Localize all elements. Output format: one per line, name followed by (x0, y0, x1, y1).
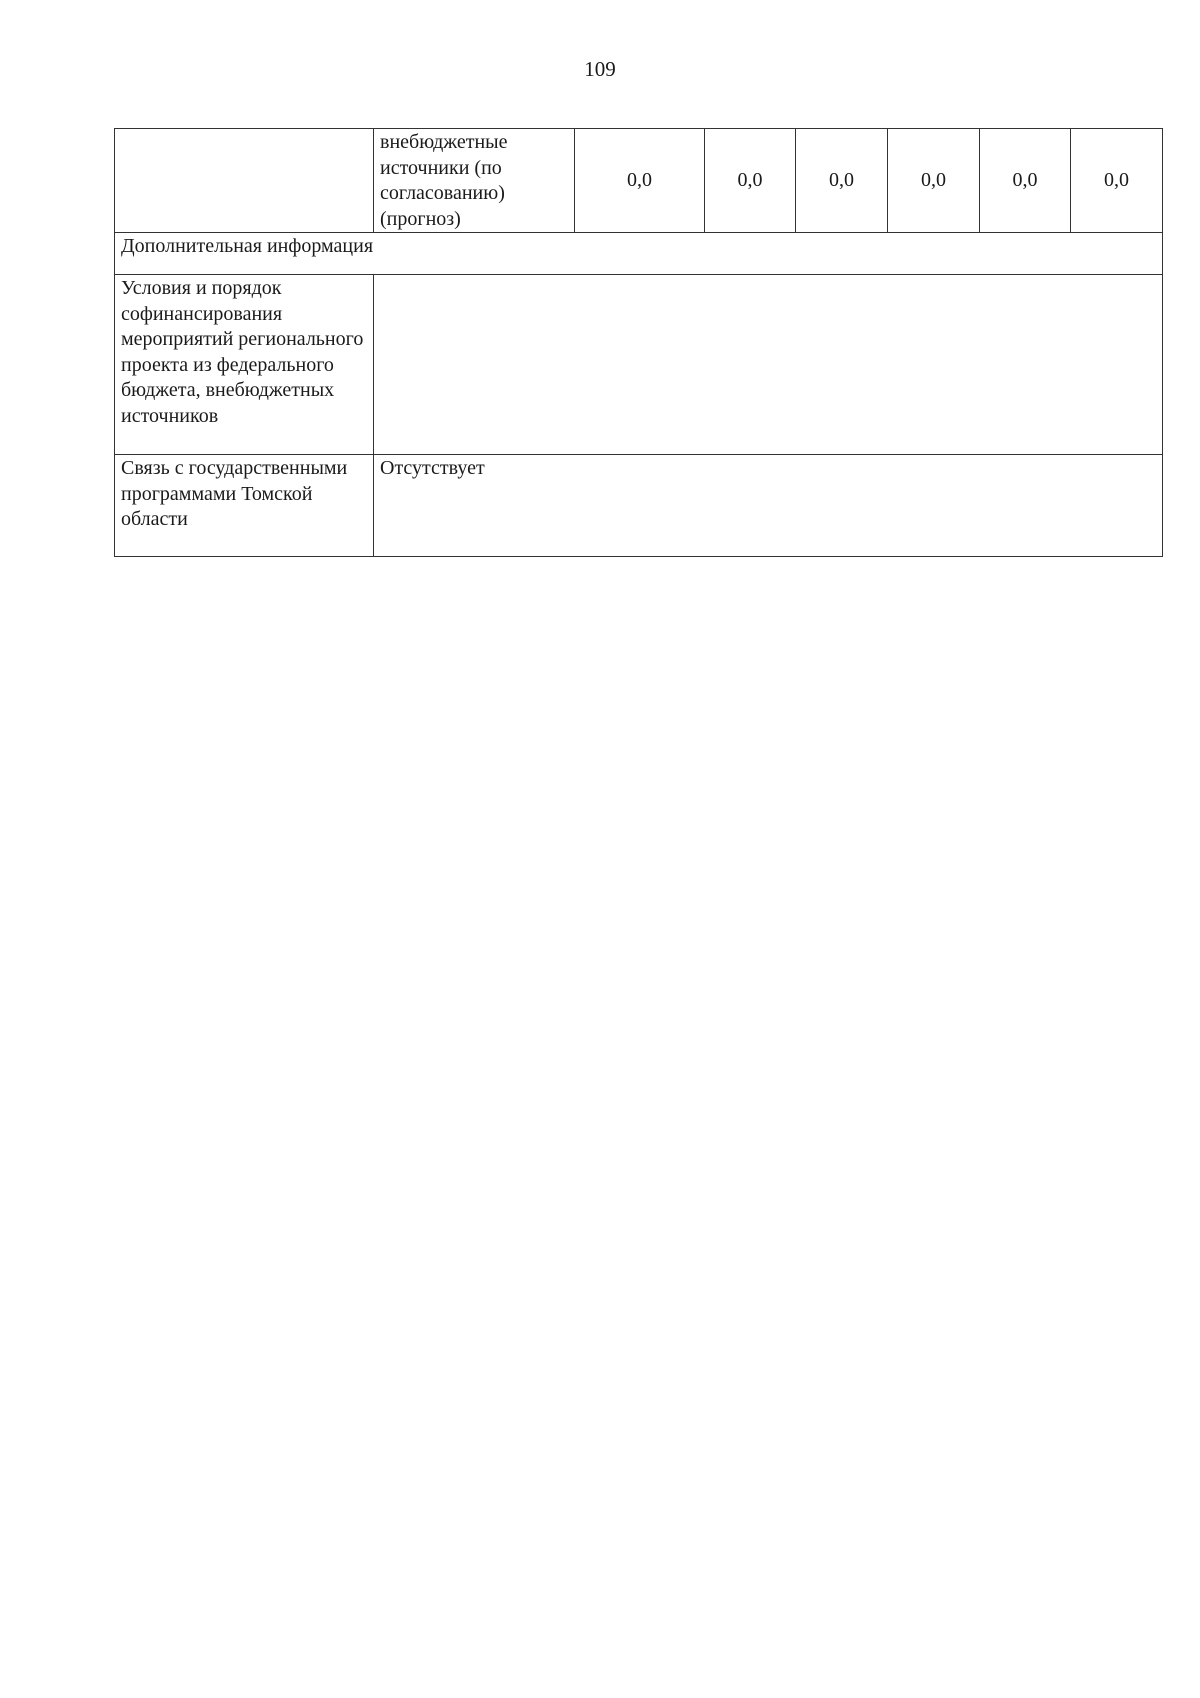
additional-info-header: Дополнительная информация (115, 233, 1163, 275)
value-cell: 0,0 (1071, 129, 1163, 233)
row-label-cell (115, 129, 374, 233)
table-row (115, 129, 1163, 233)
table-row (115, 275, 1163, 455)
value-cell: 0,0 (705, 129, 796, 233)
value-cell: 0,0 (575, 129, 705, 233)
page-number: 109 (584, 57, 616, 81)
value-cell: 0,0 (980, 129, 1071, 233)
cofinancing-value-cell (374, 275, 1163, 455)
table-row (115, 233, 1163, 275)
funding-source-cell: внебюджетные источники (по согласованию) (прогноз) (374, 129, 575, 233)
programs-value-cell: Отсутствует (374, 455, 1163, 557)
table-row (115, 455, 1163, 557)
value-cell: 0,0 (888, 129, 980, 233)
cofinancing-label-cell: Условия и порядок софинансирования мероприятий регионального проекта из федерального бюджета, внебюджетных источников (115, 275, 374, 455)
value-cell: 0,0 (796, 129, 888, 233)
funding-table (114, 128, 1163, 557)
programs-label-cell: Связь с государственными программами Томской области (115, 455, 374, 557)
